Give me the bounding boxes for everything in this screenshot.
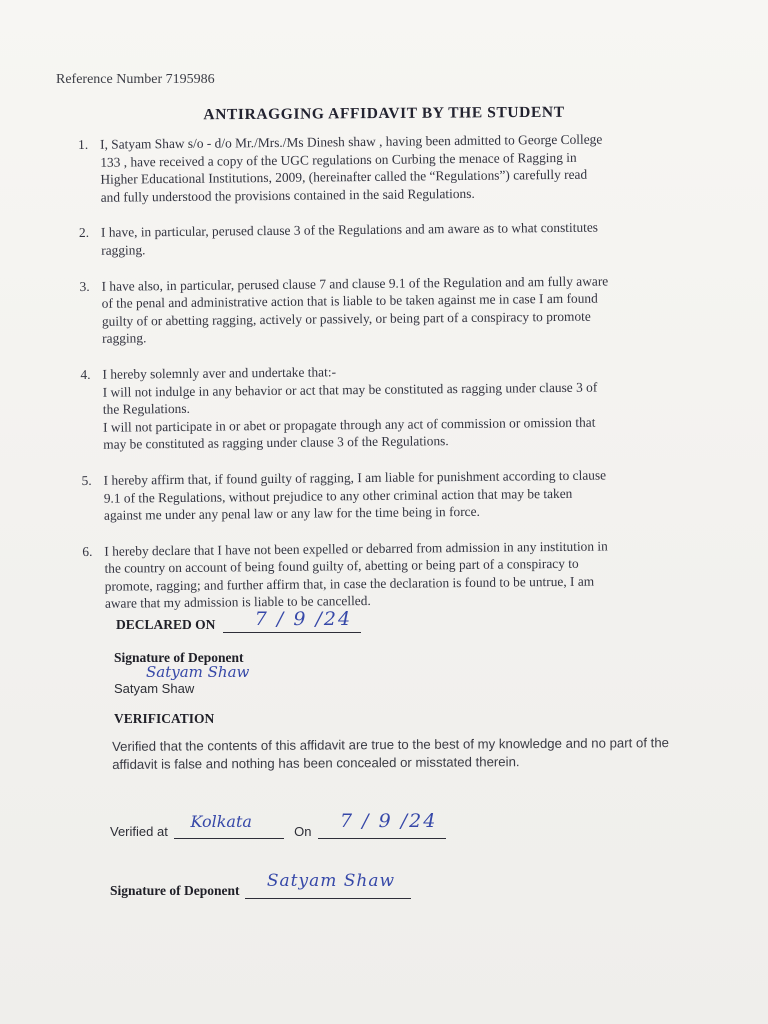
signature-label: Signature of Deponent	[114, 650, 244, 665]
verified-at-row	[110, 810, 446, 839]
declared-on-row	[116, 608, 361, 633]
final-signature-handwritten: Satyam Shaw	[266, 871, 396, 891]
page-title: ANTIRAGGING AFFIDAVIT BY THE STUDENT	[203, 103, 565, 124]
final-signature-field	[245, 871, 411, 899]
verification-heading: VERIFICATION	[114, 711, 215, 726]
clause-item: 4. I hereby solemnly aver and undertake that:- I will not indulge in any behavior or act that may be constituted as ragging under clause 3 of the Regulations. I will not participate in or abet or propagate through any act of commission or omission that may be constituted as ragging under clause 3 of the Regulations.	[80, 364, 598, 453]
final-signature-label: Signature of Deponent	[110, 883, 240, 898]
deponent-name: Satyam Shaw	[114, 681, 195, 696]
reference-number: Reference Number 7195986	[56, 72, 215, 87]
clause-item: 5. I hereby affirm that, if found guilty of ragging, I am liable for punishment according to clause 9.1 of the Regulations, without prejudice to any other criminal action that may be taken against me under any penal law or any law for the time being in force.	[81, 467, 607, 523]
clause-item: 1. I, Satyam Shaw s/o - d/o Mr./Mrs./Ms Dinesh shaw , having been admitted to George College 133 , have received a copy of the UGC regulations on Curbing the menace of Ragging in Higher Educational Institutions, 2009, (hereinafter called the “Regulations”) carefully read and fully understood the provisions contained in the said Regulations.	[78, 131, 603, 205]
verified-date-field	[318, 810, 446, 839]
verified-at-label: Verified at	[110, 824, 168, 839]
on-label: On	[294, 824, 312, 839]
verification-text: Verified that the contents of this affidavit are true to the best of my knowledge and no part of the affidavit is false and nothing has been concealed or misstated therein.	[112, 735, 670, 772]
declared-date-handwritten: 7 / 9 /24	[254, 608, 353, 630]
clause-item: 6. I hereby declare that I have not been expelled or debarred from admission in any institution in the country on account of being found guilty of, abetting or being part of a conspiracy to promote, ragging; and further affirm that, in case the declaration is found to be untrue, I am aware that my admission is liable to be cancelled.	[82, 538, 608, 612]
affidavit-clauses	[78, 129, 723, 627]
declared-on-label: DECLARED ON	[116, 617, 216, 632]
clause-item: 3. I have also, in particular, perused clause 7 and clause 9.1 of the Regulation and am fully aware of the penal and administrative action that is liable to be taken against me in case I am found guilty of or abetting ragging, actively or passively, or being part of a conspiracy to promote ragging.	[79, 273, 609, 347]
clause-item: 2. I have, in particular, perused clause 3 of the Regulations and am aware as to what constitutes ragging.	[78, 219, 599, 258]
final-signature-row	[110, 871, 411, 899]
verified-date-handwritten: 7 / 9 /24	[340, 810, 438, 832]
declared-date-field	[223, 608, 361, 633]
verified-place-handwritten: Kolkata	[190, 812, 252, 831]
verified-place-field	[174, 812, 284, 839]
signature-handwritten: Satyam Shaw	[146, 663, 250, 681]
